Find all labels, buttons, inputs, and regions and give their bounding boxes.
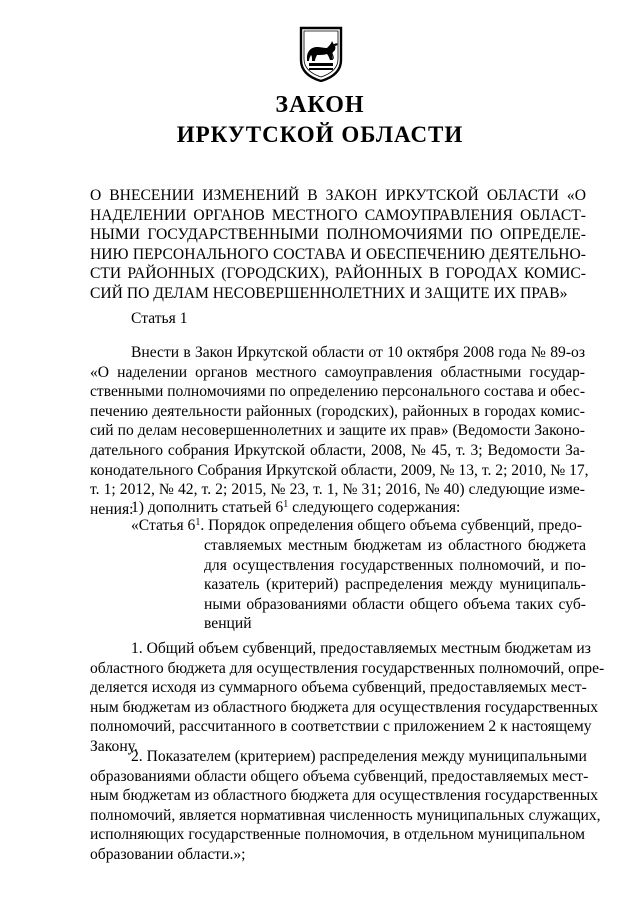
item-text: 1) дополнить статьей 6: [131, 499, 284, 516]
text-line: ставляемых местным бюджетам из областного бюджета: [204, 537, 586, 554]
main-paragraph: [90, 343, 589, 519]
heading-line: СИЙ ПО ДЕЛАМ НЕСОВЕРШЕННОЛЕТНИХ И ЗАЩИТЕ ИХ ПРАВ»: [90, 284, 568, 302]
text-line: деляется исходя из суммарного объема субвенций, предоставляемых мест-: [90, 679, 587, 697]
text-line: ными образованиями области общего объема таких суб-: [204, 595, 586, 613]
text-line: нения:: [90, 500, 134, 518]
text-line: ным бюджетам из областного бюджета для осуществления государственных: [90, 787, 598, 805]
text-line: конодательного Собрания Иркутской области, 2009, № 13, т. 2; 2010, № 17,: [90, 461, 589, 479]
region-title: ИРКУТСКОЙ ОБЛАСТИ: [176, 122, 464, 147]
text-line: казатель (критерий) распределения между муниципаль-: [204, 576, 586, 594]
paragraph-1: [90, 639, 605, 757]
text-line: образовании области.»;: [90, 845, 246, 863]
text-line: образованиями области общего объема субвенций, предоставляемых мест-: [90, 767, 589, 785]
text-line: ным бюджетам из областного бюджета для осуществления государственных: [90, 698, 598, 716]
document-type-title: ЗАКОН: [275, 92, 365, 118]
text-line: венций: [204, 615, 252, 633]
text-line: ственными полномочиями по определению персонального состава и обес-: [90, 383, 586, 401]
text-line: печению деятельности районных (городских), районных в городах комис-: [90, 402, 585, 420]
coat-of-arms-emblem: [298, 26, 344, 82]
heading-line: СТИ РАЙОННЫХ (ГОРОДСКИХ), РАЙОННЫХ В ГОРОДАХ КОМИС-: [90, 265, 586, 283]
superscript: 1: [195, 517, 201, 528]
text-line: полномочий, является нормативная численность муниципальных служащих,: [90, 806, 601, 824]
law-heading: [90, 186, 586, 304]
heading-line: НЫМИ ГОСУДАРСТВЕННЫМИ ПОЛНОМОЧИЯМИ ПО ОПРЕДЕЛЕ-: [90, 226, 586, 244]
text-line: 2. Показателем (критерием) распределения между муниципальными: [131, 748, 587, 765]
superscript: 1: [283, 499, 289, 510]
text-line: сий по делам несовершеннолетних и защите их прав» (Ведомости Законо-: [90, 422, 585, 440]
irkutsk-region-coat-of-arms-icon: [298, 26, 344, 82]
text-line: для осуществления государственных полномочий, и по-: [204, 556, 586, 574]
heading-line: О ВНЕСЕНИИ ИЗМЕНЕНИЙ В ЗАКОН ИРКУТСКОЙ ОБЛАСТИ «О: [90, 187, 586, 204]
article-6-1-label: «Статья 6: [131, 517, 196, 534]
article-6-1-title-text: . Порядок определения общего объема субвенций, предо-: [200, 517, 582, 534]
article-6-1-title: [204, 536, 586, 634]
text-line: Закону.: [90, 737, 138, 755]
article-6-1-title-first-line: [131, 516, 586, 536]
text-line: полномочий, рассчитанного в соответствии с приложением 2 к настоящему: [90, 718, 592, 736]
text-line: областного бюджета для осуществления государственных полномочий, опре-: [90, 659, 605, 677]
heading-line: НИЮ ПЕРСОНАЛЬНОГО СОСТАВА И ОБЕСПЕЧЕНИЮ ДЕЯТЕЛЬНО-: [90, 245, 586, 263]
paragraph-2: [90, 747, 601, 865]
heading-line: НАДЕЛЕНИИ ОРГАНОВ МЕСТНОГО САМОУПРАВЛЕНИЯ ОБЛАСТ-: [90, 206, 586, 224]
text-line: т. 1; 2012, № 42, т. 2; 2015, № 23, т. 1, № 31; 2016, № 40) следующие изме-: [90, 481, 585, 499]
text-line: исполняющих государственные полномочия, в отдельном муниципальном: [90, 826, 585, 844]
text-line: «О наделении органов местного самоуправления областными государ-: [90, 363, 585, 381]
text-line: 1. Общий объем субвенций, предоставляемых местным бюджетам из: [131, 640, 591, 657]
text-line: дательного собрания Иркутской области, 2008, № 45, т. 3; Ведомости За-: [90, 441, 585, 459]
text-line: Внести в Закон Иркутской области от 10 октября 2008 года № 89-оз: [131, 344, 585, 361]
amendment-item-1: [131, 498, 460, 518]
item-text: следующего содержания:: [288, 499, 461, 516]
article-number: Статья 1: [131, 310, 188, 327]
